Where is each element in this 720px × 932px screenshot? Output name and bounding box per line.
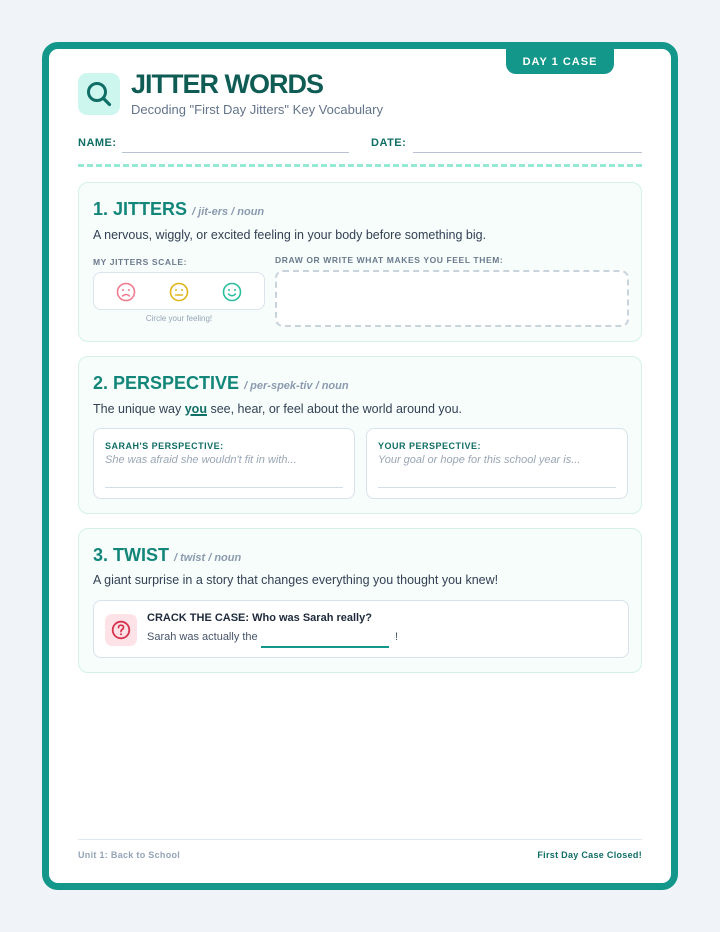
happy-face-icon[interactable] <box>222 282 242 302</box>
crack-case-title: CRACK THE CASE: Who was Sarah really? <box>147 612 372 624</box>
page-title: JITTER WORDS <box>131 69 324 99</box>
word-card-perspective <box>78 356 642 514</box>
page-subtitle: Decoding "First Day Jitters" Key Vocabulary <box>131 102 383 117</box>
crack-case-end: ! <box>395 631 399 643</box>
definition-text: The unique way <box>93 402 185 416</box>
draw-area[interactable] <box>275 270 629 327</box>
crack-case-answer-line[interactable] <box>261 646 389 648</box>
footer-closing: First Day Case Closed! <box>537 850 642 860</box>
word-title: 3. TWIST <box>93 545 169 565</box>
word-heading <box>93 199 264 220</box>
draw-label: DRAW OR WRITE WHAT MAKES YOU FEEL THEM: <box>275 255 504 265</box>
footer-divider <box>78 839 642 840</box>
footer-unit: Unit 1: Back to School <box>78 850 181 860</box>
definition-emphasis: you <box>184 402 207 416</box>
word-heading <box>93 545 241 566</box>
your-perspective-label: YOUR PERSPECTIVE: <box>378 441 482 451</box>
your-perspective-box[interactable] <box>366 428 628 499</box>
worksheet-page <box>42 42 678 890</box>
sarah-perspective-box[interactable] <box>93 428 355 499</box>
neutral-face-icon[interactable] <box>169 282 189 302</box>
name-label: NAME: <box>78 137 117 149</box>
sarah-perspective-label: SARAH'S PERSPECTIVE: <box>105 441 224 451</box>
crack-case-prompt: Sarah was actually the <box>147 631 258 643</box>
question-icon <box>111 620 131 640</box>
word-pronunciation: / per-spek-tiv / noun <box>244 380 349 392</box>
sad-face-icon[interactable] <box>116 282 136 302</box>
question-icon-badge <box>105 614 137 646</box>
search-icon <box>85 80 113 108</box>
answer-line <box>378 487 616 488</box>
day-tag: DAY 1 CASE <box>506 49 614 74</box>
name-field[interactable] <box>122 152 349 153</box>
word-definition: A giant surprise in a story that changes everything you thought you knew! <box>93 573 499 587</box>
definition-text: see, hear, or feel about the world around you. <box>206 402 462 416</box>
word-definition: A nervous, wiggly, or excited feeling in your body before something big. <box>93 228 487 242</box>
word-pronunciation: / jit-ers / noun <box>192 206 265 218</box>
word-pronunciation: / twist / noun <box>174 552 242 564</box>
sarah-perspective-hint: She was afraid she wouldn't fit in with... <box>105 454 297 466</box>
word-title: 1. JITTERS <box>93 199 188 219</box>
jitters-scale <box>93 272 265 310</box>
magnifier-logo <box>78 73 120 115</box>
dashed-divider <box>78 164 642 167</box>
word-card-jitters <box>78 182 642 342</box>
your-perspective-hint: Your goal or hope for this school year is... <box>378 454 581 466</box>
answer-line <box>105 487 343 488</box>
crack-the-case-box <box>93 600 629 658</box>
word-definition <box>93 402 462 416</box>
word-title: 2. PERSPECTIVE <box>93 373 240 393</box>
word-heading <box>93 373 349 394</box>
date-label: DATE: <box>371 137 407 149</box>
date-field[interactable] <box>413 152 642 153</box>
word-card-twist <box>78 528 642 673</box>
scale-caption: Circle your feeling! <box>145 314 213 323</box>
jitters-scale-label: MY JITTERS SCALE: <box>93 257 188 267</box>
